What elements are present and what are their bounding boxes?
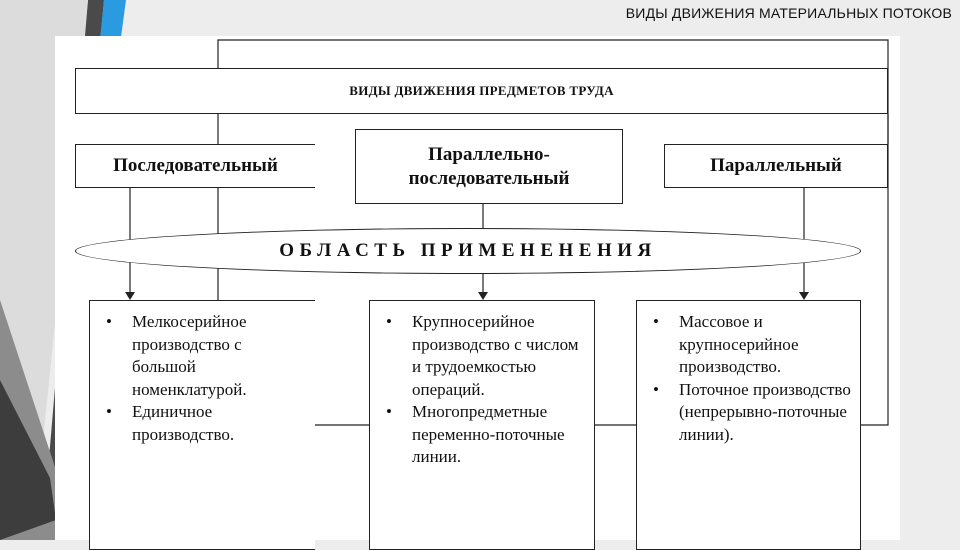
type-parseq-label-line2: последовательный [408,167,570,189]
type-parseq-label-line1: Параллельно- [428,143,550,165]
type-parallel-box [664,144,888,188]
application-area-ellipse [75,228,861,274]
type-sequential-box [75,144,315,188]
list-item: • Поточное производство (непрерывно-поточные линии). [651,379,852,447]
list-item: • Мелкосерийное производство с большой номенклатурой. [104,311,307,401]
application-box-parallel-sequential [369,300,595,550]
application-list-parallel-sequential [384,311,586,469]
type-parallel-sequential-box [355,129,623,204]
list-item: • Единичное производство. [104,401,307,446]
list-item: • Крупносерийное производство с числом и трудоемкостью операций. [384,311,586,401]
list-item: • Массовое и крупносерийное производство. [651,311,852,379]
list-item: • Многопредметные переменно-поточные линии. [384,401,586,469]
header-box: ВИДЫ ДВИЖЕНИЯ ПРЕДМЕТОВ ТРУДА [75,68,888,114]
application-box-sequential [89,300,315,550]
type-parallel-label: Параллельный [710,155,842,176]
type-sequential-label: Последовательный [113,155,278,176]
application-box-parallel [636,300,861,550]
application-list-sequential [104,311,307,446]
application-area-label: ОБЛАСТЬ ПРИМЕНЕНЕНИЯ [279,240,657,261]
slide-title: ВИДЫ ДВИЖЕНИЯ МАТЕРИАЛЬНЫХ ПОТОКОВ [625,5,952,21]
application-list-parallel [651,311,852,446]
